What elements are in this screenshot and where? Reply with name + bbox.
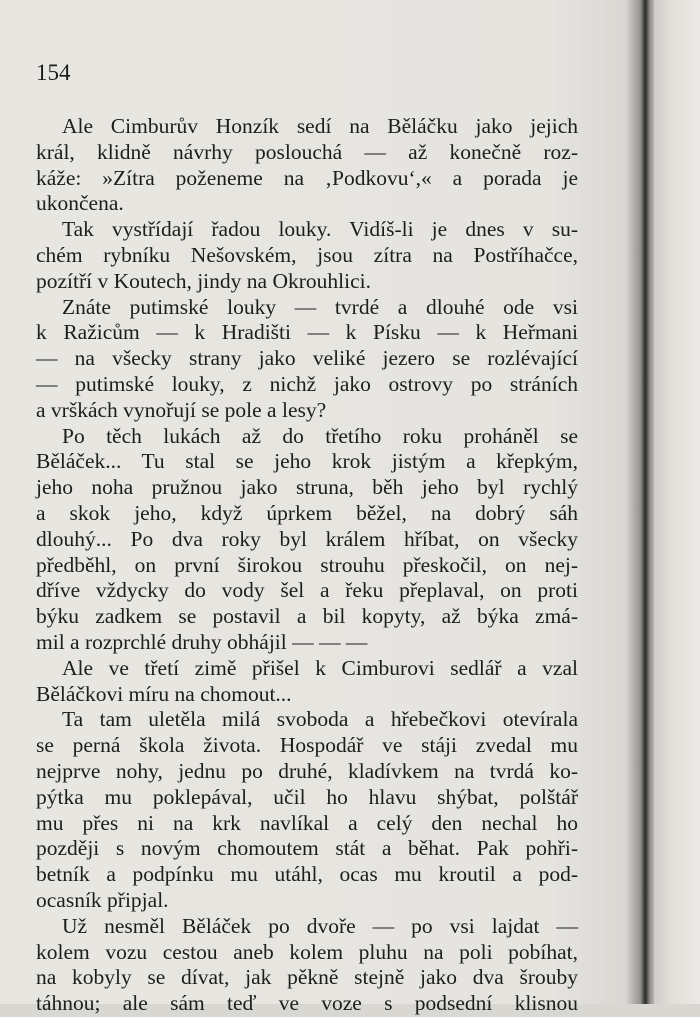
text-line: předběhl, on první širokou strouhu přeskočil, on nej-	[36, 552, 578, 577]
text-line: se perná škola života. Hospodář ve stáji zvedal mu	[36, 733, 578, 758]
facing-page-edge	[654, 0, 700, 1004]
text-line: Po těch lukách až do třetího roku proháněl se	[62, 423, 578, 448]
text-line: Tak vystřídají řadou louky. Vidíš-li je dnes v su-	[62, 217, 578, 242]
text-line: ukončena.	[36, 191, 124, 216]
text-line: — na všecky strany jako veliké jezero se rozlévající	[36, 346, 578, 371]
text-line: táhnou; ale sám teď ve voze s podsední klisnou	[36, 991, 578, 1016]
text-line: Ta tam uletěla milá svoboda a hřebečkovi otevírala	[62, 707, 578, 732]
text-line: nejprve nohy, jednu po druhé, kladívkem na tvrdá ko-	[36, 758, 578, 783]
text-line: káže: »Zítra poženeme na ‚Podkovu‘,« a porada je	[36, 165, 578, 190]
text-line: král, klidně návrhy poslouchá — až konečně roz-	[36, 139, 578, 164]
text-line: a skok jeho, když úprkem běžel, na dobrý sáh	[36, 500, 578, 525]
text-line: Ale ve třetí zimě přišel k Cimburovi sedlář a vzal	[62, 655, 578, 680]
text-line: Už nesměl Běláček po dvoře — po vsi lajdat —	[62, 913, 578, 938]
text-line: chém rybníku Nešovském, jsou zítra na Postříhačce,	[36, 242, 578, 267]
text-line: mu přes ni na krk navlíkal a celý den nechal ho	[36, 810, 578, 835]
text-line: na kobyly se dívat, jak pěkně stejně jako dva šrouby	[36, 965, 578, 990]
text-line: Znáte putimské louky — tvrdé a dlouhé ode vsi	[62, 294, 578, 319]
text-line: — putimské louky, z nichž jako ostrovy po stráních	[36, 371, 578, 396]
text-line: jeho noha pružnou jako struna, běh jeho byl rychlý	[36, 475, 578, 500]
text-line: ocasník připjal.	[36, 887, 169, 912]
page-number: 154	[36, 60, 71, 85]
text-line: a vrškách vynořují se pole a lesy?	[36, 397, 327, 422]
text-line: pozítří v Koutech, jindy na Okrouhlici.	[36, 268, 371, 293]
text-line: Ale Cimburův Honzík sedí na Běláčku jako jejich	[62, 114, 578, 138]
text-line: betník a podpínku mu utáhl, ocas mu kroutil a pod-	[36, 862, 578, 887]
text-line: kolem vozu cestou aneb kolem pluhu na poli pobíhat,	[36, 939, 578, 964]
text-line: dříve vždycky do vody šel a řeku přeplaval, on proti	[36, 578, 578, 603]
text-line: Běláček... Tu stal se jeho krok jistým a křepkým,	[36, 449, 578, 474]
text-line: dlouhý... Po dva roky byl králem hříbat, on všecky	[36, 526, 578, 551]
text-line: k Ražicům — k Hradišti — k Písku — k Heřmani	[36, 320, 578, 345]
body-text	[36, 114, 578, 1017]
text-line: pýtka mu poklepával, učil ho hlavu shýbat, polštář	[36, 784, 578, 809]
text-line: později s novým chomoutem stát a běhat. Pak pohři-	[36, 836, 578, 861]
text-line: Běláčkovi míru na chomout...	[36, 681, 292, 706]
text-line: mil a rozprchlé druhy obhájil — — —	[36, 629, 368, 654]
text-line: býku zadkem se postavil a bil kopyty, až býka zmá-	[36, 604, 578, 629]
